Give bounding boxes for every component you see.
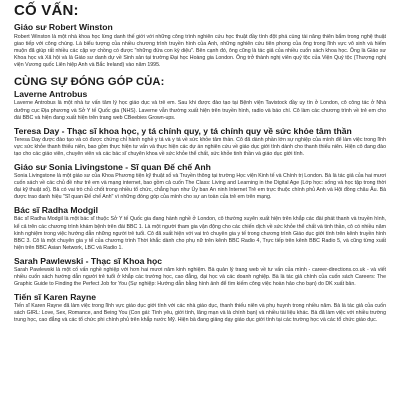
contributor-name: Tiến sĩ Karen Rayne: [14, 292, 96, 303]
contributor-name: Teresa Day - Thạc sĩ khoa học, y tá chính quy, y tá chính quy về sức khỏe tâm thần: [14, 125, 352, 136]
contributor-entry: [14, 126, 386, 158]
contributor-entry: [14, 89, 386, 121]
main-author-bio: Robert Winston là một nhà khoa học lừng danh thế giới với những công trình nghiên cứu học thuật đầy tính đột phá cùng tài năng thiên bẩm trong nghệ thuật giao tiếp với công chúng. Là biểu tượng của nhiều chương trình truyền hình của Anh, những nghiên cứu tiên phong của ông trong lĩnh vực vô sinh và hiếm muộn đã giúp rất nhiều các cặp vợ chồng có được "những đứa con kỳ diệu". Bên cạnh đó, ông cũng là tác giả của nhiều cuốn sách khoa học. Ông là Giáo sư Khoa học và Xã hội và là Giáo sư danh dự về Sinh sản tại trường Đại học Hoàng gia London. Ông trở thành nghị viên quý tộc của Viện Quý tộc (Thượng nghị viện Vương quốc Liên hiệp Anh và Bắc Ireland) vào năm 1995.: [14, 34, 386, 69]
contributor-name: Laverne Antrobus: [14, 89, 88, 100]
contributor-bio: Sarah Pawlewski là một cố vấn nghề nghiệp với hơn hai mươi năm kinh nghiệm. Bà quản lý trang web về tư vấn của mình - career-directions.co.uk - và viết nhiều cuốn sách hướng dẫn người trẻ tuổi ở khắp các trường học, cao đẳng, đại học và các doanh nghiệp. Bà là tác giả chính của cuốn sách Careers: The Graphic Guide to Finding the Perfect Job for You (Sự nghiệp: Hướng dẫn bằng hình ảnh để tìm kiếm công việc hoàn hảo cho bạn) do DK xuất bản.: [14, 266, 386, 288]
main-author-block: [14, 22, 386, 69]
contributor-bio: Laverne Antrobus là một nhà tư vấn tâm lý học giáo dục và trẻ em. Sau khi được đào tạo tại Bệnh viện Tavistock đầy uy tín ở London, cô công tác ở Nhà dưỡng cục Địa phương và Sở Y tế Quốc gia (NHS). Laverne vẫn thường xuất hiện trên truyền hình, radio và báo chí. Cô làm các chương trình về trẻ em cho đài BBC và hiện đang xuất hiện trên trang web CBeebies Grown-ups.: [14, 100, 386, 121]
contributors-heading: CÙNG SỰ ĐÓNG GÓP CỦA:: [14, 76, 165, 89]
page-title: CỐ VẤN:: [14, 2, 79, 19]
contributor-name: Sarah Pawlewski - Thạc sĩ Khoa học: [14, 255, 163, 266]
main-author-name: Giáo sư Robert Winston: [14, 22, 113, 32]
contributor-name: Giáo sư Sonia Livingstone - Sĩ quan Đế chế Anh: [14, 162, 211, 173]
contributor-bio: Sonia Livingstone là một giáo sư của Khoa Phương tiện kỹ thuật số và Truyền thông tại trường Học viện Kinh tế và Chính trị London. Bà là tác giả của hai mươi cuốn sách về các chủ đề như trẻ em và mạng internet, bao gồm cả cuốn The Class: Living and Learning in the Digital Age (Lớp học: sống và học tập trong thời đại kỹ thuật số). Bà có vai trò chủ chốt trong nhiều tổ chức, chẳng hạn như Ủy ban An ninh Internet Trẻ em trực thuộc chính phủ Anh và Hội đồng châu Âu. Bà được trao danh hiệu "Sĩ quan Đế chế Anh" vì những đóng góp của mình cho sự an toàn của trẻ em trên mạng.: [14, 173, 386, 201]
contributor-name: Bác sĩ Radha Modgil: [14, 205, 99, 216]
contributor-entry: [14, 162, 386, 201]
contributor-bio: Teresa Day được đào tạo và có được chứng chỉ hành nghề y tá và y tá về sức khỏe tâm thần. Cô đã dành phần lớn sự nghiệp của mình để làm việc trong lĩnh vực sức khỏe thanh thiếu niên, bao gồm thực hiện tư vấn và thực hiện các dự án nghiên cứu về giáo dục giới tính dành cho thanh thiếu niên. Hiện cô đang đào tạo cho các giáo viên, chuyên viên và các bác sĩ chuyên khoa về sức khỏe thể chất, sức khỏe tinh thần và giáo dục giới tính.: [14, 136, 386, 157]
contributor-bio: Tiến sĩ Karen Rayne đã làm việc trong lĩnh vực giáo dục giới tính với các nhà giáo dục, thanh thiếu niên và phụ huynh trong nhiều năm. Bà là tác giả của cuốn sách GIRL: Love, Sex, Romance, and Being You (Con gái: Tình yêu, giới tính, lãng mạn và là chính bạn) và nhiều tài liệu khác. Bà đã làm việc với nhiều trường trung học, cao đẳng và các tổ chức phi chính phủ trên khắp nước Mỹ. Hiện bà đang giảng dạy giáo dục giới tính tại các trường học và các tổ chức giáo dục.: [14, 303, 386, 324]
contributor-entry: [14, 256, 386, 288]
contributor-bio: Bác sĩ Radha Modgil là một bác sĩ thuộc Sở Y tế Quốc gia đang hành nghề ở London, cô thường xuyên xuất hiện trên khắp các đài phát thanh và truyền hình, kể cả trên các chương trình khám bệnh trên đài BBC 1. Là một người tham gia vận động cho các chiến dịch về sức khỏe thể chất và tinh thần, cô có nhiều năm kinh nghiệm trong việc hướng dẫn những người trẻ tuổi. Cô đã xuất hiện với vai trò chuyên gia y tế trong chương trình Giáo dục giới tính trên kênh truyền hình BBC 3. Cô là một chuyên gia y tế của chương trình Thời khắc dành cho phụ nữ trên kênh BBC Radio 4, Trực tiếp trên kênh BBC Radio 5, và cũng từng xuất hiện trên BBC Asian Network, LBC và Radio 1.: [14, 216, 386, 251]
contributor-entry: [14, 292, 386, 324]
contributor-entry: [14, 205, 386, 251]
